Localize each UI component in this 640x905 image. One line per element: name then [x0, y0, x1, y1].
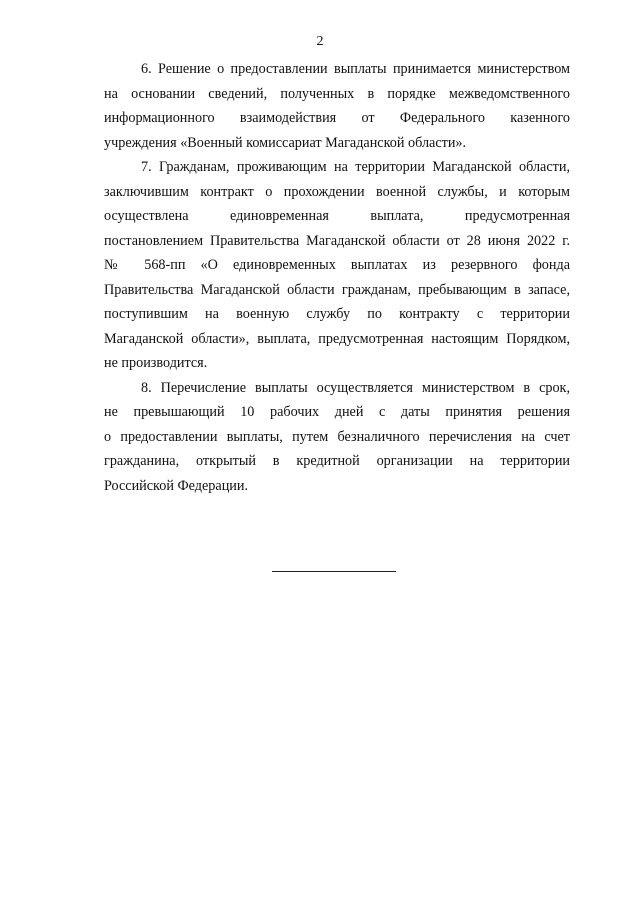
paragraph-6	[104, 57, 570, 155]
end-separator-line	[272, 571, 396, 572]
paragraph-line: заключившим контракт о прохождении военной службы, и которым	[104, 183, 570, 200]
paragraph-line: поступившим на военную службу по контракту с территории	[104, 306, 570, 322]
document-body	[104, 57, 570, 498]
paragraph-line: Российской Федерации.	[104, 477, 249, 494]
paragraph-line: на основании сведений, полученных в порядке межведомственного	[104, 85, 570, 102]
paragraph-line: постановлением Правительства Магаданской области от 28 июня 2022 г.	[104, 232, 570, 249]
paragraph-line: Правительства Магаданской области гражданам, пребывающим в запасе,	[104, 281, 570, 298]
page-number: 2	[316, 34, 324, 49]
paragraph-line: 6. Решение о предоставлении выплаты принимается министерством	[141, 61, 570, 77]
paragraph-line: № 568-пп «О единовременных выплатах из резервного фонда	[104, 257, 570, 273]
paragraph-line: Магаданской области», выплата, предусмотренная настоящим Порядком,	[104, 330, 570, 347]
paragraph-line: 7. Гражданам, проживающим на территории Магаданской области,	[141, 159, 570, 175]
paragraph-line: информационного взаимодействия от Федерального казенного	[104, 110, 570, 126]
paragraph-line: не производится.	[104, 355, 208, 371]
paragraph-line: осуществлена единовременная выплата, предусмотренная	[104, 208, 570, 224]
paragraph-line: 8. Перечисление выплаты осуществляется министерством в срок,	[141, 379, 570, 396]
paragraph-line: не превышающий 10 рабочих дней с даты принятия решения	[104, 404, 570, 420]
paragraph-7	[104, 155, 570, 376]
paragraph-8	[104, 376, 570, 499]
paragraph-line: о предоставлении выплаты, путем безналичного перечисления на счет	[104, 428, 570, 445]
paragraph-line: учреждения «Военный комиссариат Магаданской области».	[104, 134, 467, 151]
paragraph-line: гражданина, открытый в кредитной организации на территории	[104, 453, 570, 469]
